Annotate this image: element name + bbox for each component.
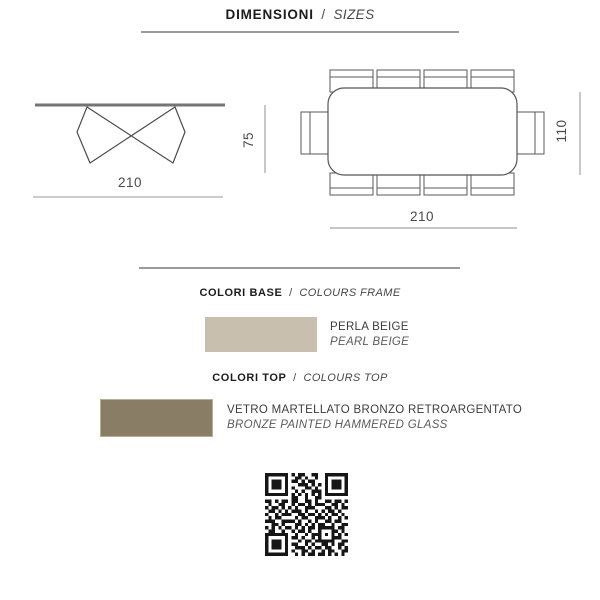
- chair-right-end: [517, 112, 544, 154]
- table-height-dimension: 75: [241, 131, 256, 149]
- top-color-name-it: VETRO MARTELLATO BRONZO RETROARGENTATO: [227, 404, 523, 416]
- page-title-main: DIMENSIONI: [225, 7, 314, 22]
- qr-code: [265, 473, 348, 556]
- colors-top-heading: [0, 372, 600, 384]
- page-title-separator: /: [321, 7, 326, 22]
- colors-frame-heading-sub: COLOURS FRAME: [299, 287, 401, 299]
- frame-color-swatch: [205, 317, 317, 352]
- colors-top-heading-main: COLORI TOP: [212, 372, 287, 384]
- page-title-sub: SIZES: [333, 7, 375, 22]
- title-divider: [141, 31, 459, 33]
- page-title: [0, 7, 600, 22]
- table-depth-dimension: 110: [554, 119, 569, 143]
- top-color-swatch: [100, 399, 213, 437]
- crossed-legs-outline: [77, 107, 185, 163]
- section-divider: [139, 267, 460, 269]
- colors-top-heading-sub: COLOURS TOP: [303, 372, 388, 384]
- qr-code-pattern: [265, 473, 348, 556]
- colors-top-heading-separator: /: [293, 372, 297, 384]
- chairs-bottom-row: [330, 173, 514, 195]
- top-color-name-en: BRONZE PAINTED HAMMERED GLASS: [227, 418, 448, 431]
- front-width-dimension: 210: [117, 175, 143, 190]
- colors-frame-heading: [0, 287, 600, 299]
- top-color-labels: [227, 403, 522, 432]
- frame-color-name-en: PEARL BEIGE: [330, 335, 410, 348]
- colors-frame-heading-main: COLORI BASE: [199, 287, 283, 299]
- frame-color-name-it: PERLA BEIGE: [330, 321, 409, 333]
- colors-frame-heading-separator: /: [289, 287, 293, 299]
- table-top-outline: [328, 88, 517, 175]
- top-width-dimension: 210: [409, 209, 435, 224]
- chair-left-end: [301, 112, 328, 154]
- frame-color-labels: [330, 320, 409, 349]
